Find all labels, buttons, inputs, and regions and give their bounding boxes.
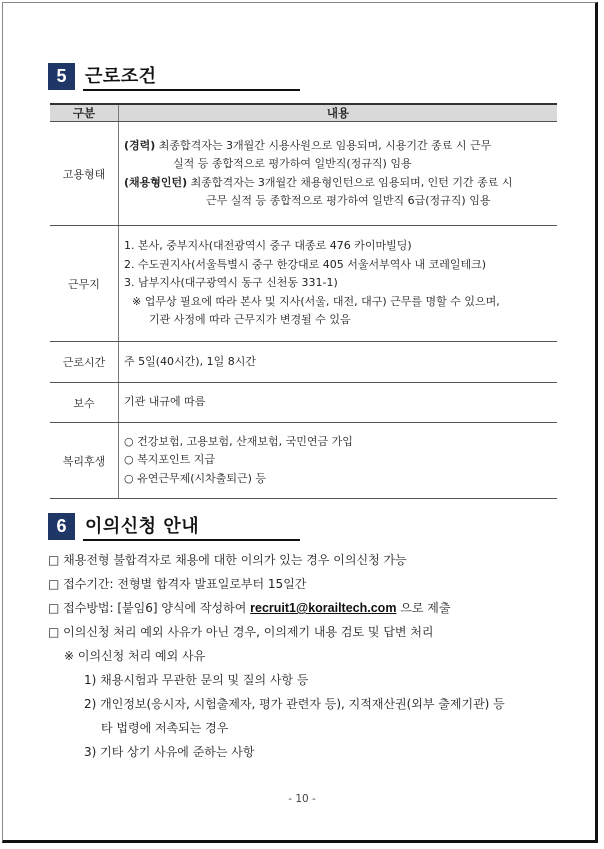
location-content — [119, 226, 558, 342]
list-item: □ 접수기간: 전형별 합격자 발표일로부터 15일간 — [48, 577, 307, 591]
benefits-content — [119, 423, 558, 499]
table-row — [50, 342, 557, 383]
section-6-title: 이의신청 안내 — [85, 516, 200, 537]
location-line: 2. 수도권지사(서울특별시 중구 한강대로 405 서울서부역사 내 코레일테크) — [124, 257, 487, 271]
page-number: - 10 - — [288, 793, 316, 805]
section-5-header — [48, 62, 161, 90]
hours-content: 주 5일(40시간), 1일 8시간 — [119, 342, 558, 383]
exception-item: 3) 기타 상기 사유에 준하는 사항 — [84, 745, 255, 759]
benefit-item: ○ 복지포인트 지급 — [124, 453, 215, 467]
row-label-salary: 보수 — [50, 383, 119, 423]
exception-item-continued: 타 법령에 저촉되는 경우 — [101, 721, 229, 735]
benefit-item: ○ 건강보험, 고용보험, 산재보험, 국민연금 가입 — [124, 434, 353, 448]
exception-note: ※ 이의신청 처리 예외 사유 — [64, 649, 206, 663]
list-item: □ 이의신청 처리 예외 사유가 아닌 경우, 이의제기 내용 검토 및 답변 처리 — [48, 625, 434, 639]
row-label-benefits: 복리후생 — [50, 423, 119, 499]
section-5-title: 근로조건 — [85, 66, 157, 87]
appeal-guide-list — [48, 548, 505, 764]
exception-item: 2) 개인정보(응시자, 시험출제자, 평가 관련자 등), 지적재산권(외부 출제기관) 등 — [84, 697, 505, 711]
work-conditions-table — [50, 103, 557, 499]
email-link[interactable]: recruit1@korailtech.com — [250, 601, 397, 615]
employment-line: (경력) 최종합격자는 3개월간 시용사원으로 임용되며, 시용기간 종료 시 근무 — [124, 138, 492, 152]
exception-item: 1) 채용시험과 무관한 문의 및 질의 사항 등 — [84, 673, 309, 687]
benefit-item: ○ 유연근무제(시차출퇴근) 등 — [124, 471, 267, 485]
location-note: 기관 사정에 따라 근무지가 변경될 수 있음 — [149, 313, 351, 327]
row-label-hours: 근로시간 — [50, 342, 119, 383]
section-5-number: 5 — [48, 63, 75, 90]
table-row — [50, 122, 557, 226]
header-content: 내용 — [119, 104, 558, 122]
employment-line: 실적 등 종합적으로 평가하여 일반직(정규직) 임용 — [173, 157, 412, 170]
table-header-row — [50, 104, 557, 122]
salary-content: 기관 내규에 따름 — [119, 383, 558, 423]
location-line: 1. 본사, 중부지사(대전광역시 중구 대종로 476 카이마빌딩) — [124, 239, 412, 253]
row-label-location: 근무지 — [50, 226, 119, 342]
employment-line: (채용형인턴) 최종합격자는 3개월간 채용형인턴으로 임용되며, 인턴 기간 종료 시 — [124, 175, 513, 189]
row-label-employment: 고용형태 — [50, 122, 119, 226]
list-item: □ 접수방법: [붙임6] 양식에 작성하여 recruit1@korailtech.com 으로 제출 — [48, 601, 451, 615]
section-6-number: 6 — [48, 513, 75, 540]
location-line: 3. 남부지사(대구광역시 동구 신천동 331-1) — [124, 276, 338, 290]
table-row — [50, 226, 557, 342]
table-row — [50, 423, 557, 499]
table-row — [50, 383, 557, 423]
section-6-header — [48, 512, 203, 540]
employment-line: 근무 실적 등 종합적으로 평가하여 일반직 6급(정규직) 임용 — [206, 194, 491, 207]
header-category: 구분 — [50, 104, 119, 122]
employment-content — [119, 122, 558, 226]
section-5-underline — [83, 89, 300, 91]
list-item: □ 채용전형 불합격자로 채용에 대한 이의가 있는 경우 이의신청 가능 — [48, 553, 407, 567]
section-6-underline — [83, 539, 300, 541]
location-note: ※ 업무상 필요에 따라 본사 및 지사(서울, 대전, 대구) 근무를 명할 수 있으며, — [132, 294, 500, 308]
